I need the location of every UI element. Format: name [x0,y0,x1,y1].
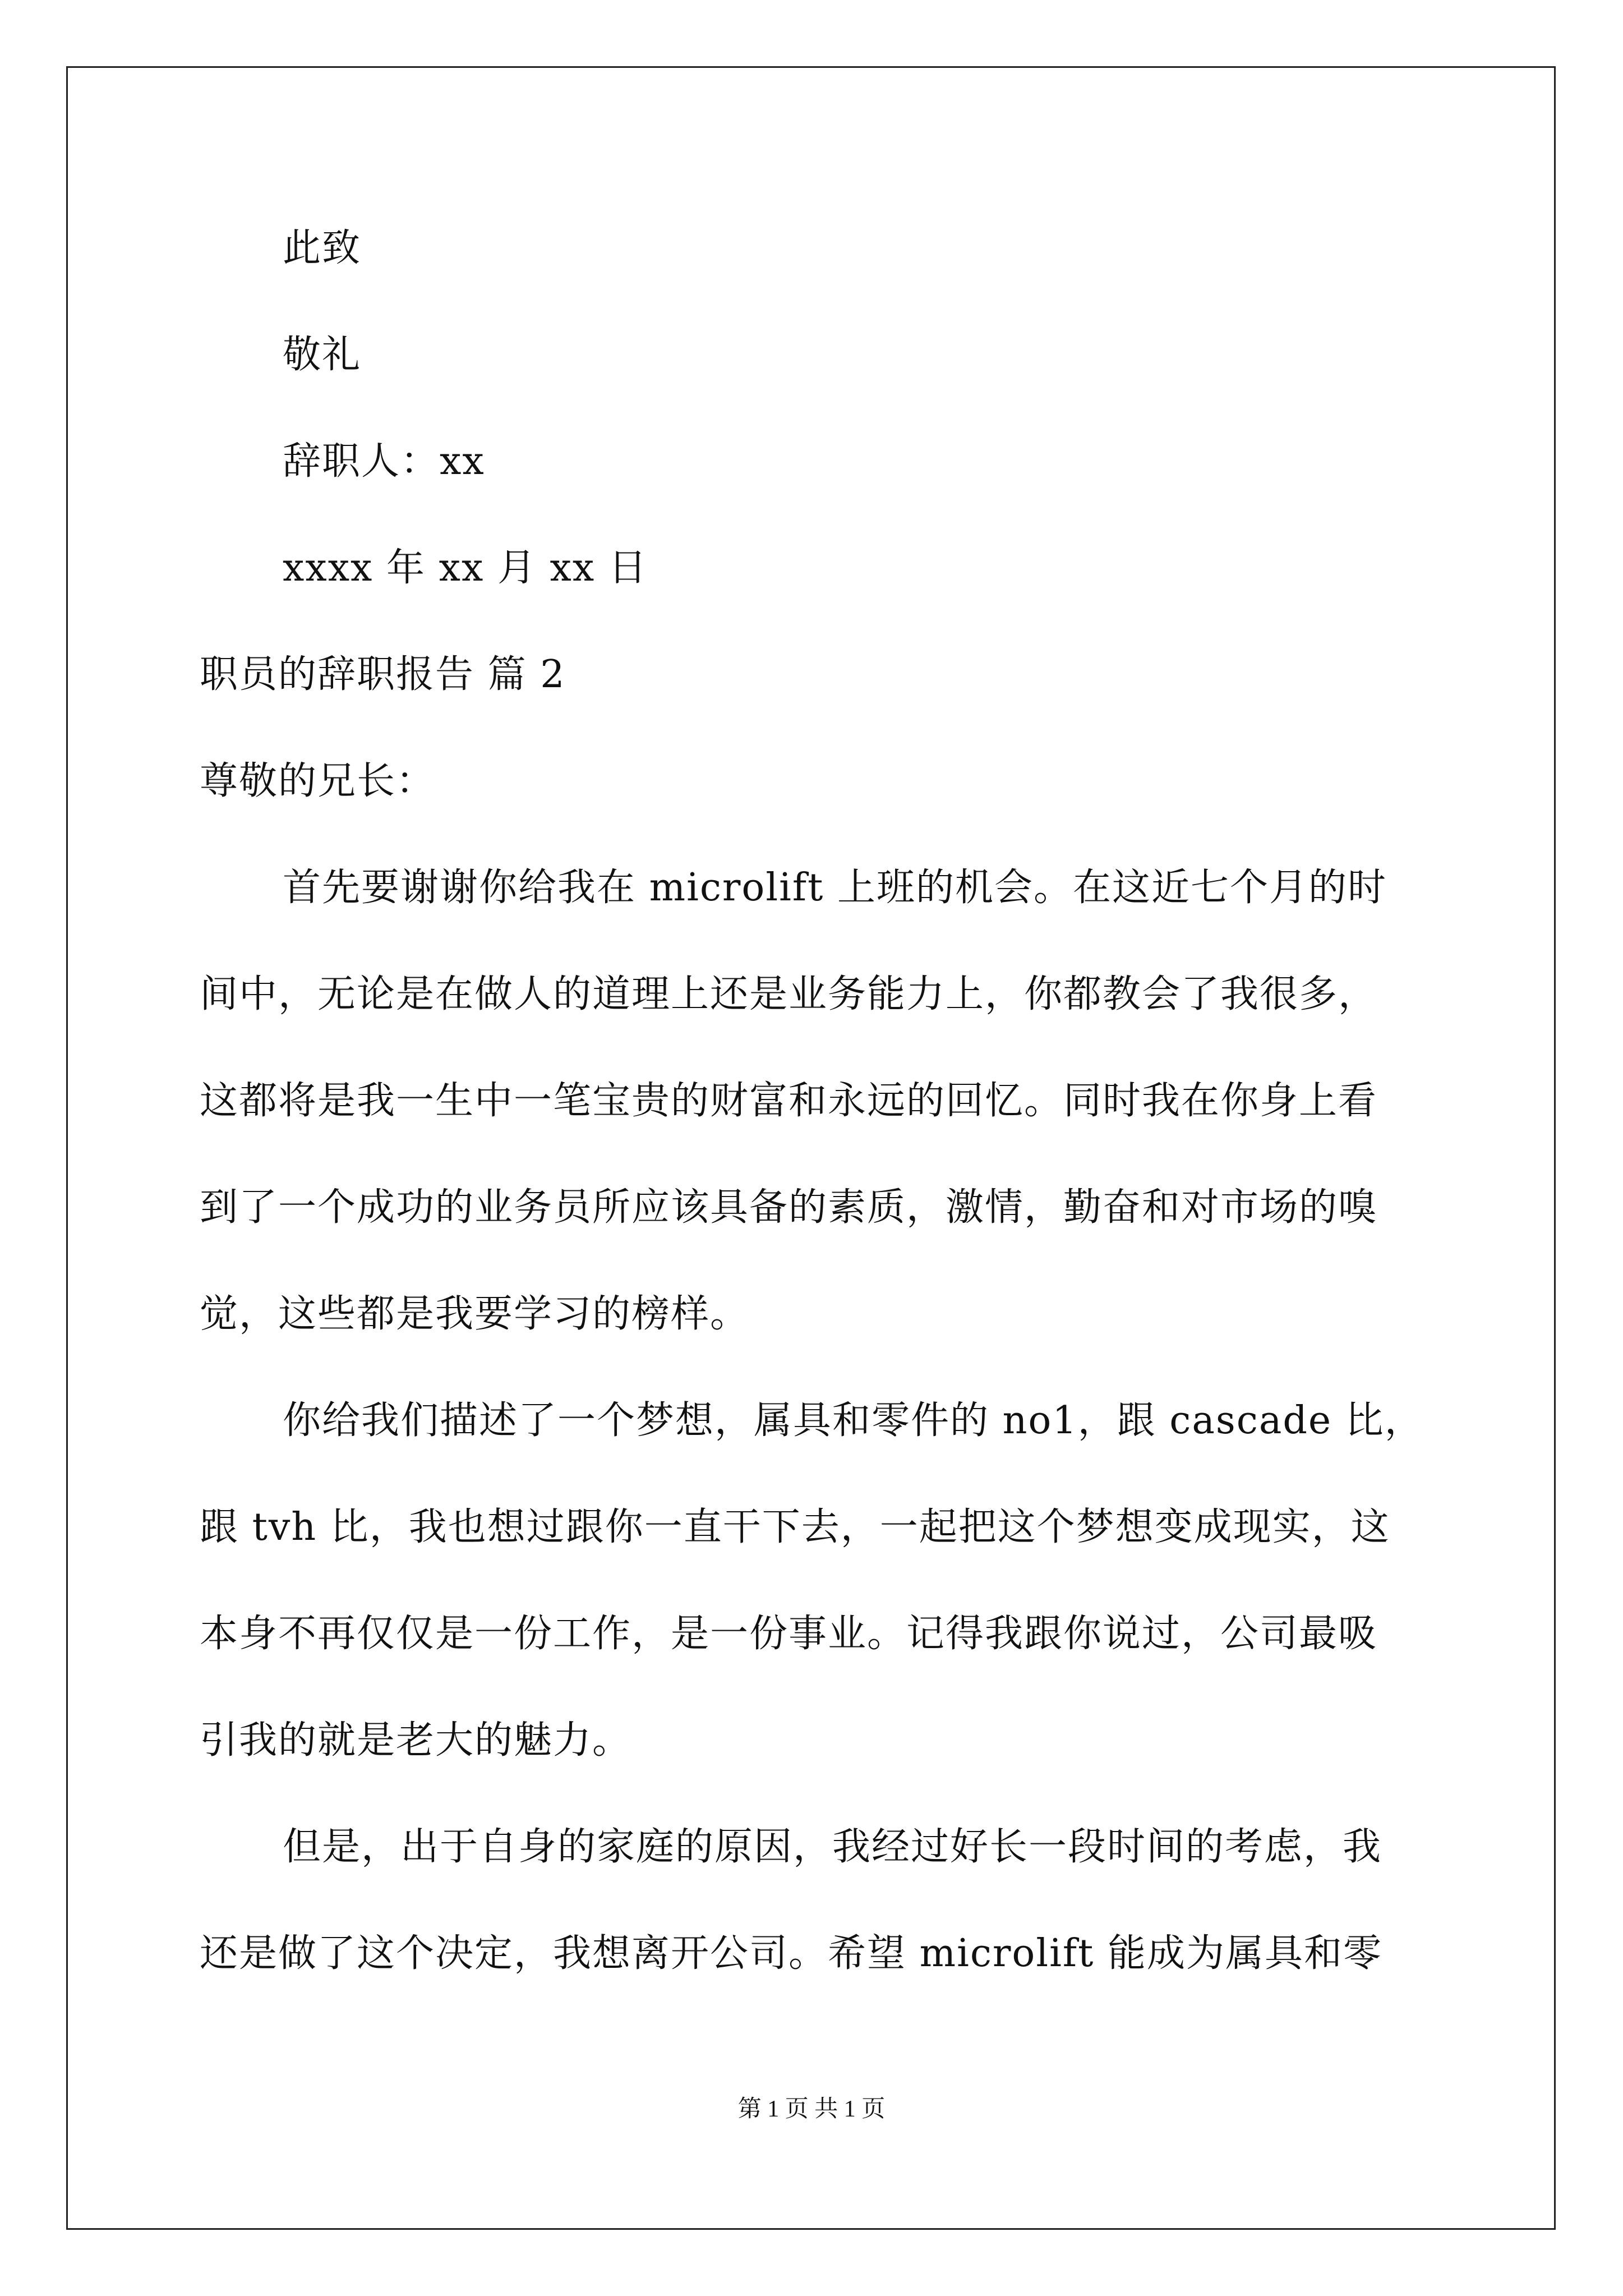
paragraph-line: 首先要谢谢你给我在 microlift 上班的机会。在这近七个月的时 [283,866,1387,910]
page-border [66,66,1556,2230]
paragraph-line: 引我的就是老大的魅力。 [200,1718,632,1763]
paragraph-line: 到了一个成功的业务员所应该具备的素质，激情，勤奋和对市场的嗅 [200,1185,1378,1230]
section-title: 职员的辞职报告 篇 2 [200,652,566,697]
paragraph-line: 这都将是我一生中一笔宝贵的财富和永远的回忆。同时我在你身上看 [200,1079,1378,1123]
paragraph-line: 你给我们描述了一个梦想，属具和零件的 no1，跟 cascade 比， [283,1398,1424,1443]
paragraph-line: 本身不再仅仅是一份工作，是一份事业。记得我跟你说过，公司最吸 [200,1612,1378,1656]
paragraph-line: 间中，无论是在做人的道理上还是业务能力上，你都教会了我很多， [200,972,1378,1016]
closing-regards: 敬礼 [283,333,362,377]
signer-line: 辞职人：xx [283,439,485,484]
paragraph-line: 但是，出于自身的家庭的原因，我经过好长一段时间的考虑，我 [283,1825,1382,1869]
paragraph-line: 跟 tvh 比，我也想过跟你一直干下去，一起把这个梦想变成现实，这 [200,1505,1390,1549]
date-line: xxxx 年 xx 月 xx 日 [283,546,648,590]
page-footer: 第 1 页 共 1 页 [737,2096,886,2122]
closing-salutation: 此致 [283,226,362,270]
greeting: 尊敬的兄长： [200,759,436,803]
paragraph-line: 还是做了这个决定，我想离开公司。希望 microlift 能成为属具和零 [200,1931,1382,1976]
paragraph-line: 觉，这些都是我要学习的榜样。 [200,1292,750,1336]
